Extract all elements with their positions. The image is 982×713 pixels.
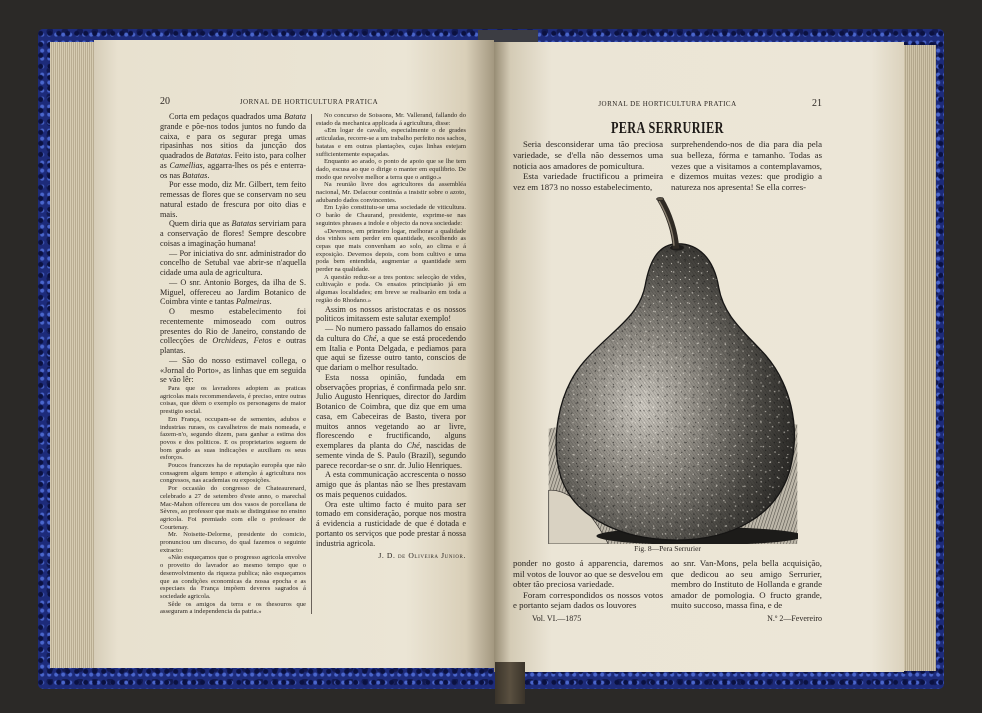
running-head: JORNAL DE HORTICULTURA PRATICA xyxy=(239,98,379,106)
text-run: . xyxy=(269,297,272,307)
italic-run: Batatas xyxy=(205,151,231,160)
paragraph xyxy=(316,470,466,499)
right-page-stack-edges xyxy=(902,45,936,671)
text-run: , xyxy=(246,336,254,346)
text-run: Em França, occupam-se de sementes, adubos e industrias ruraes, os cavalheiros de mais nomeada, e fazem-n'o, segundo dizem, para ganhar a estima dos povos e dos politicos. E os proprietarios seguem de bom grado as suas indicações e auxiliam os seus esforços. xyxy=(160,415,306,462)
pear-body xyxy=(549,234,798,544)
italic-run: Fetos xyxy=(253,336,272,346)
italic-run: Orchideas xyxy=(212,336,247,346)
text-run: grande e põe-nos todos juntos no fundo da caixa, e para os segurar prega umas ripasinhas nos sitios da juncção dos quadrados de xyxy=(160,121,306,160)
text-run: Enquanto ao arado, o ponto de apoio que se lhe tem dado, escusa ao que o dirige o manter em equilibrio. De modo que revolve melhor a terra que o antigo.» xyxy=(316,158,466,181)
text-run: Assim os nossos aristocratas e os nossos politicos imitassem este salutar exemplo! xyxy=(316,304,466,324)
column-divider xyxy=(311,114,312,614)
running-head: JORNAL DE HORTICULTURA PRATICA xyxy=(598,100,737,108)
text-run: Por esse modo, diz Mr. Gilbert, tem feito remessas de flores que se conservam no seu natural estado de frescura por oito dias e mais. xyxy=(160,180,306,219)
text-run: e outras plantas. xyxy=(160,336,306,355)
paragraph xyxy=(160,180,306,219)
paragraph xyxy=(160,219,306,248)
text-run: Mr. Noisette-Delorme, presidente do comicio, pronunciou um discurso, do qual fazemos o seguinte extracto: xyxy=(160,531,306,554)
text-run: . Feito isto, para colher as xyxy=(160,151,307,170)
paragraph xyxy=(160,112,306,180)
paragraph: Esta variedade fructificou a primeira vez em 1873 no nosso estabelecimento, xyxy=(513,171,663,193)
text-run: Em Lyão constituiu-se uma sociedade de viticultura. O barão de Chaurand, presidente, exprime-se nas seguintes phrases a indole e objecto da nova sociedade: xyxy=(316,204,466,227)
italic-run: Camellias xyxy=(169,160,203,170)
paragraph: Seria desconsiderar uma tão preciosa variedade, se d'ella não dessemos uma noticia aos amadores de pomicultura. xyxy=(513,139,663,171)
text-run: «Em logar de cavallo, especialmente o de grades articuladas, recorre-se a um trabalho perfeito nos sachos, batatas e em outras plantações, cujas linhas estejam sufficientemente espaçadas. xyxy=(316,127,466,158)
quoted-paragraph xyxy=(316,204,466,227)
paragraph: ponder no gosto á apparencia, daremos mil votos de louvor ao que se desvelou em obter tão preciosa variedade. xyxy=(513,558,664,590)
text-run: — Por iniciativa do snr. administrador do concelho de Setubal vae abrir-se n'aquella cidade uma aula de agricultura. xyxy=(160,248,306,277)
page-number: 21 xyxy=(812,98,822,109)
author-signature: J. D. de Oliveira Junior. xyxy=(378,551,466,561)
text-run: — São do nosso estimavel collega, o «Jornal do Porto», as linhas que em seguida se vão lêr: xyxy=(160,355,306,385)
paragraph xyxy=(316,324,466,373)
quoted-paragraph xyxy=(160,554,306,600)
text-run: Para que os lavradores adoptem as praticas agricolas mais recommendaveis, é preciso, entre outras coisas, que dêem o exemplo os personagens de maior prestigio social. xyxy=(160,385,306,416)
italic-run: Batatas xyxy=(231,219,257,229)
left-page-stack-edges xyxy=(50,42,96,668)
quoted-text xyxy=(160,385,306,616)
book-spine xyxy=(495,662,525,704)
quoted-paragraph xyxy=(160,385,306,416)
italic-run: Ché xyxy=(406,441,420,451)
quoted-paragraph xyxy=(160,485,306,531)
text-run: Por occasião do congresso de Chateaurenard, celebrado a 27 de setembro d'este anno, o marechal Mac-Mahon offereceu um dos vasos de porcellana de Sèvres, ao professor que mais se distinguisse no ensino agricola. Foi premiado com elle o professor de Courtenay. xyxy=(160,485,306,531)
paragraph xyxy=(316,305,466,325)
text-run: Corta em pedaços quadrados uma xyxy=(169,112,285,121)
paragraph xyxy=(160,307,306,356)
quoted-paragraph xyxy=(316,181,466,204)
text-run: «Não esqueçamos que o progresso agricola envolve o proveito do lavrador ao mesmo tempo que o desenvolvimento da riqueza publica; não esqueçamos que as condições economicas da nossa epocha e as especiaes da França impõem deveres sagrados á sociedade agricola. xyxy=(160,554,306,600)
page-number: 20 xyxy=(160,96,170,107)
text-run: Sêde os amigos da terra e os thesouros que asseguram a independencia da patria.» xyxy=(160,600,306,616)
italic-run: Ché xyxy=(363,333,377,343)
quoted-paragraph xyxy=(160,601,306,616)
quoted-paragraph xyxy=(316,274,466,305)
italic-run: Batata xyxy=(284,112,306,121)
italic-run: Batatas xyxy=(182,170,208,180)
text-run: serviriam para a conservação de flores! Sempre descobre coisas a imaginação humana! xyxy=(160,219,307,248)
paragraph xyxy=(160,249,306,278)
quoted-paragraph xyxy=(160,416,306,462)
quoted-paragraph xyxy=(316,228,466,274)
text-run: . xyxy=(207,170,210,180)
quoted-paragraph xyxy=(316,158,466,181)
text-run: Na reunião livre dos agricultores da assembléa nacional, Mr. Delacour continúa a insistir sobre o azoto, adubando dados convincentes. xyxy=(316,181,466,204)
quoted-paragraph xyxy=(160,531,306,554)
left-page xyxy=(94,40,494,668)
paragraph: ao snr. Van-Mons, pela bella acquisição, que dedicou ao seu amigo Serrurier, membro do Instituto de Hollanda e grande amador de pomologia. O fructo grande, muito succoso, massa fina, e de xyxy=(671,558,822,611)
paragraph: Foram correspondidos os nossos votos e portanto sejam dados os louvores xyxy=(513,589,663,611)
text-run: Esta nossa opinião, fundada em observações proprias, é confirmada pelo snr. Julio Augusto Henriques, director do Jardim Botanico de Coimbra, que diz que em uma casa, em Cabeceiras de Basto, tivera por muitos annos vegetando ao ar livre, florescendo e fructificando, alguns exemplares da planta do xyxy=(316,372,466,451)
paragraph xyxy=(316,373,466,471)
right-top-column-1 xyxy=(513,139,663,193)
text-run: A questão reduz-se a tres pontos: selecção de vides, cultivação e poda. Os ensaios principiarão já em algumas localidades; em breve se realisarão em toda a região do Rhodano.» xyxy=(316,273,466,304)
article-title-wrap xyxy=(513,119,822,138)
text-run: , a que se está procedendo em Italia e Ponta Delgada, e pediamos para que aqui se fizesse outro tanto, conscios de que dariam o melhor resultado. xyxy=(316,333,466,373)
article-text xyxy=(316,305,466,549)
text-run: Quem diria que as xyxy=(169,219,232,229)
article-title: PERA SERRURIER xyxy=(611,118,724,137)
text-run: — O snr. Antonio Borges, da ilha de S. Miguel, offereceu ao Jardim Botanico de Coimbra vinte e tantas xyxy=(160,277,306,307)
quoted-text xyxy=(316,112,466,305)
paragraph xyxy=(160,356,306,385)
paragraph xyxy=(316,500,466,549)
figure-caption: Fig. 8—Pera Serrurier xyxy=(634,544,701,553)
text-run: No concurso de Soissons, Mr. Vallerand, fallando do estado da mechanica applicada á agricultura, disse: xyxy=(316,112,466,127)
text-run: Ora este ultimo facto é muito para ser tomado em consideração, porque nos mostra á evidencia a rusticidade de que é dotada e portanto os serviços que pode prestar á nossa industria agricola. xyxy=(316,499,466,548)
text-run: , nascidas de semente vinda de S. Paulo (Brazil), segundo parece recordar-se o snr. dr. Julio Henriques. xyxy=(316,441,467,470)
right-bottom-column-2 xyxy=(671,558,822,611)
quoted-paragraph xyxy=(160,462,306,485)
text-run: Poucos francezes ha de reputação europêa que não consagrem algum tempo e attenção á agricultura nos congressos, nas academias ou exposições. xyxy=(160,462,306,485)
right-page xyxy=(494,42,904,672)
pear-engraving xyxy=(548,194,798,544)
text-run: «Devemos, em primeiro logar, melhorar a qualidade dos vinhos sem perder em quantidade, escolhendo as cepas que mais convenham ao solo, ao clima e á exposição. Devemos depois, com bom cultivo e uma poda bem entendida, augmentar a quantidade sem perder na qualidade. xyxy=(316,227,466,274)
right-bottom-column-1 xyxy=(513,558,663,611)
footer-volume: Vol. VI.—1875 xyxy=(532,614,582,623)
left-column-1 xyxy=(160,112,306,616)
pear-illustration xyxy=(548,194,798,544)
italic-run: Palmeiras xyxy=(235,297,270,307)
paragraph: surprehendendo-nos de dia para dia pela sua belleza, fórma e tamanho. Todas as vezes que a visitamos a contemplavamos, e dizemos muitas vezes: que prodigio a natureza nos apresenta! Se ella corres- xyxy=(671,139,822,193)
quoted-paragraph xyxy=(316,127,466,158)
text-run: A esta communicação accrescenta o nosso amigo que ás plantas não se lhes prestavam os mais pequenos cuidados. xyxy=(316,470,466,499)
paragraph xyxy=(160,278,306,307)
text-run: — No numero passado fallamos do ensaio da cultura do xyxy=(316,324,466,343)
footer-issue-number: N.º 2—Fevereiro xyxy=(767,614,822,623)
text-run: , aggarra-lhes os pés e enterra-os nas xyxy=(160,160,306,180)
quoted-paragraph xyxy=(316,112,466,127)
article-text xyxy=(160,112,306,385)
pear-stem xyxy=(656,197,675,248)
text-run: O mesmo estabelecimento foi recentemente mimoseado com outros presentes do Rio de Janeiro, constando de collecções de xyxy=(160,307,306,346)
right-top-column-2 xyxy=(671,139,822,193)
left-column-2 xyxy=(316,112,466,561)
